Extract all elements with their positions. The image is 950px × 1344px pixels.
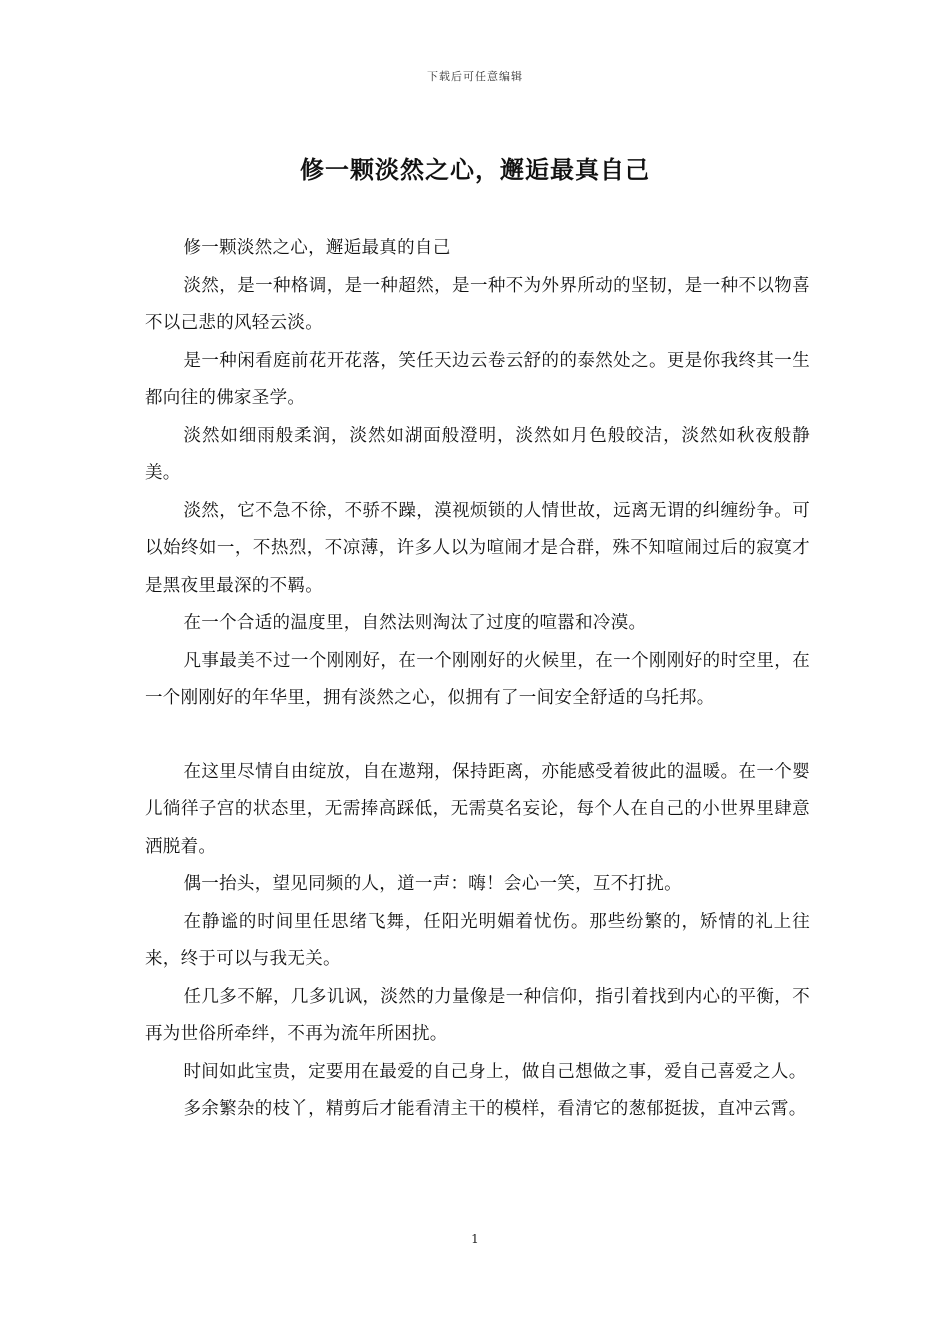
page-number: 1 — [471, 1232, 479, 1246]
paragraph: 多余繁杂的枝丫，精剪后才能看清主干的模样，看清它的葱郁挺拔，直冲云霄。 — [183, 1099, 807, 1119]
paragraph: 修一颗淡然之心，邂逅最真的自己 — [183, 238, 451, 258]
paragraph: 淡然，它不急不徐，不骄不躁，漠视烦锁的人情世故，远离无谓的纠缠纷争。可以始终如一，不热烈，不凉薄，许多人以为喧闹才是合群，殊不知喧闹过后的寂寞才是黑夜里最深的不羁。 — [145, 500, 810, 596]
header-note: 下载后可任意编辑 — [427, 70, 523, 83]
paragraph: 偶一抬头，望见同频的人，道一声：嗨！会心一笑，互不打扰。 — [183, 874, 682, 894]
paragraph: 是一种闲看庭前花开花落，笑任天边云卷云舒的的泰然处之。更是你我终其一生都向往的佛家圣学。 — [145, 350, 810, 408]
document-body — [145, 230, 810, 1129]
paragraph: 任几多不解，几多讥讽，淡然的力量像是一种信仰，指引着找到内心的平衡，不再为世俗所牵绊，不再为流年所困扰。 — [145, 986, 810, 1044]
document-title: 修一颗淡然之心，邂逅最真自己 — [300, 155, 650, 184]
paragraph: 在这里尽情自由绽放，自在遨翔，保持距离，亦能感受着彼此的温暖。在一个婴儿徜徉子宫的状态里，无需捧高踩低，无需莫名妄论，每个人在自己的小世界里肆意洒脱着。 — [145, 761, 810, 857]
paragraph: 在静谧的时间里任思绪飞舞，任阳光明媚着忧伤。那些纷繁的，矫情的礼上往来，终于可以与我无关。 — [145, 911, 810, 969]
paragraph: 时间如此宝贵，定要用在最爱的自己身上，做自己想做之事，爱自己喜爱之人。 — [183, 1061, 807, 1082]
paragraph: 淡然，是一种格调，是一种超然，是一种不为外界所动的坚韧，是一种不以物喜不以己悲的风轻云淡。 — [145, 275, 810, 333]
paragraph: 凡事最美不过一个刚刚好，在一个刚刚好的火候里，在一个刚刚好的时空里，在一个刚刚好的年华里，拥有淡然之心，似拥有了一间安全舒适的乌托邦。 — [145, 650, 810, 708]
paragraph: 在一个合适的温度里，自然法则淘汰了过度的喧嚣和冷漠。 — [183, 613, 647, 633]
paragraph: 淡然如细雨般柔润，淡然如湖面般澄明，淡然如月色般皎洁，淡然如秋夜般静美。 — [145, 425, 810, 483]
